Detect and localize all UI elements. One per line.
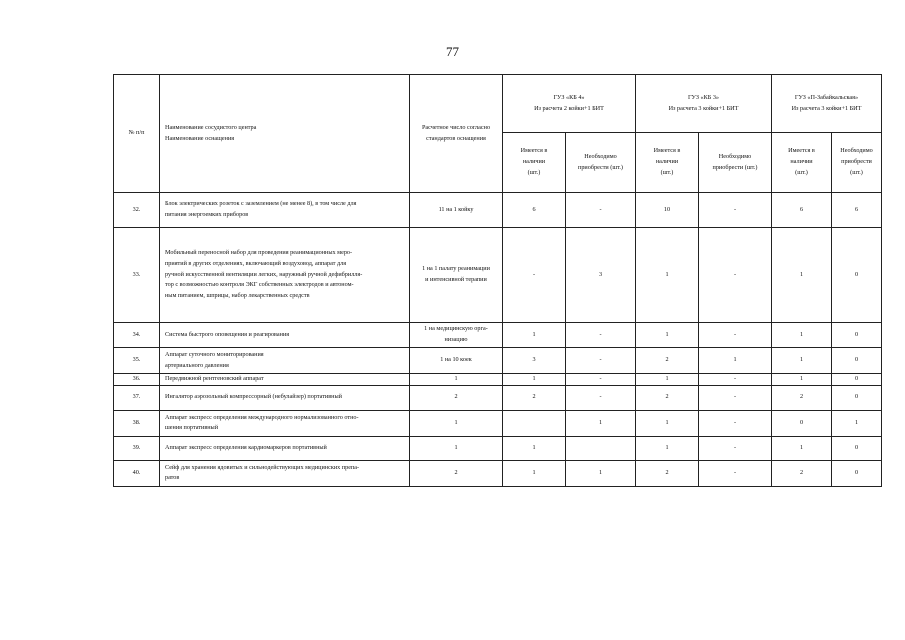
- header-have-kb4: Имеется в наличии (шт.): [503, 133, 566, 193]
- table-row: [114, 436, 882, 460]
- row-standard: 1 на 10 коек: [410, 348, 503, 374]
- header-standard: Расчетное число согласно стандартов оснащения: [410, 75, 503, 193]
- row-standard: 1 на 1 палату реанимации и интенсивной терапии: [410, 228, 503, 323]
- table-row: [114, 374, 882, 386]
- cell-need-kb3: -: [699, 436, 772, 460]
- cell-need-kb4: -: [566, 374, 636, 386]
- cell-have-kb4: [503, 410, 566, 436]
- row-num: 35.: [114, 348, 160, 374]
- cell-have-kb4: 3: [503, 348, 566, 374]
- cell-have-kb3: 2: [636, 385, 699, 410]
- cell-have-kb4: 1: [503, 460, 566, 486]
- cell-have-pzab: 6: [772, 193, 832, 228]
- equipment-table: [113, 74, 882, 487]
- row-standard: 2: [410, 460, 503, 486]
- cell-have-pzab: 1: [772, 436, 832, 460]
- cell-have-kb4: 1: [503, 323, 566, 348]
- cell-need-kb4: [566, 436, 636, 460]
- cell-have-kb4: 1: [503, 374, 566, 386]
- header-need-kb3: Необходимо приобрести (шт.): [699, 133, 772, 193]
- table-row: [114, 460, 882, 486]
- table-row: [114, 193, 882, 228]
- row-name: Аппарат экспресс определения международного нормализованного отно- шения портативный: [160, 410, 410, 436]
- cell-need-pzab: 0: [832, 348, 882, 374]
- cell-need-kb3: -: [699, 410, 772, 436]
- row-standard: 1: [410, 436, 503, 460]
- cell-have-pzab: 1: [772, 374, 832, 386]
- header-group-kb4: ГУЗ «КБ 4» Из расчета 2 койки+1 БИТ: [503, 75, 636, 133]
- cell-have-pzab: 1: [772, 323, 832, 348]
- cell-need-kb4: -: [566, 193, 636, 228]
- header-need-kb4: Необходимо приобрести (шт.): [566, 133, 636, 193]
- row-num: 40.: [114, 460, 160, 486]
- cell-have-kb4: 6: [503, 193, 566, 228]
- row-standard: 11 на 1 койку: [410, 193, 503, 228]
- cell-need-pzab: 0: [832, 228, 882, 323]
- row-num: 36.: [114, 374, 160, 386]
- table-header: [114, 75, 882, 193]
- cell-need-kb3: -: [699, 385, 772, 410]
- cell-have-pzab: 2: [772, 385, 832, 410]
- row-standard: 1: [410, 374, 503, 386]
- cell-need-pzab: 0: [832, 385, 882, 410]
- cell-need-kb3: 1: [699, 348, 772, 374]
- cell-have-pzab: 0: [772, 410, 832, 436]
- cell-have-kb3: 2: [636, 460, 699, 486]
- cell-need-kb3: -: [699, 374, 772, 386]
- header-have-kb3: Имеется в наличии (шт.): [636, 133, 699, 193]
- cell-need-pzab: 0: [832, 436, 882, 460]
- table-row: [114, 228, 882, 323]
- row-num: 39.: [114, 436, 160, 460]
- cell-have-kb3: 1: [636, 228, 699, 323]
- header-name: Наименование сосудистого центра Наименование оснащения: [160, 75, 410, 193]
- header-need-pzab: Необходимо приобрести (шт.): [832, 133, 882, 193]
- cell-need-pzab: 0: [832, 374, 882, 386]
- table-body: [114, 193, 882, 487]
- row-name: Сейф для хранения ядовитых и сильнодействующих медицинских препа- ратов: [160, 460, 410, 486]
- cell-have-pzab: 1: [772, 228, 832, 323]
- cell-need-kb3: -: [699, 193, 772, 228]
- row-name: Аппарат суточного мониторирования артериального давления: [160, 348, 410, 374]
- cell-need-pzab: 6: [832, 193, 882, 228]
- header-num: № п/п: [114, 75, 160, 193]
- cell-need-kb4: 3: [566, 228, 636, 323]
- row-standard: 1 на медицинскую орга- низацию: [410, 323, 503, 348]
- cell-need-kb3: -: [699, 228, 772, 323]
- cell-have-kb3: 1: [636, 436, 699, 460]
- cell-have-kb3: 1: [636, 410, 699, 436]
- cell-need-kb4: 1: [566, 410, 636, 436]
- row-name: Блок электрических розеток с заземлением (не менее 8), в том числе для питания энергоемких приборов: [160, 193, 410, 228]
- header-have-pzab: Имеется в наличии (шт.): [772, 133, 832, 193]
- cell-need-kb4: -: [566, 348, 636, 374]
- row-name: Система быстрого оповещения и реагирования: [160, 323, 410, 348]
- cell-need-kb4: 1: [566, 460, 636, 486]
- cell-need-kb3: -: [699, 460, 772, 486]
- cell-need-pzab: 1: [832, 410, 882, 436]
- row-num: 32.: [114, 193, 160, 228]
- cell-have-kb3: 10: [636, 193, 699, 228]
- row-name: Передвижной рентгеновский аппарат: [160, 374, 410, 386]
- row-num: 34.: [114, 323, 160, 348]
- cell-have-kb4: 1: [503, 436, 566, 460]
- cell-have-pzab: 1: [772, 348, 832, 374]
- cell-have-kb3: 2: [636, 348, 699, 374]
- table-row: [114, 323, 882, 348]
- row-standard: 1: [410, 410, 503, 436]
- cell-need-kb3: -: [699, 323, 772, 348]
- cell-need-kb4: -: [566, 385, 636, 410]
- row-name: Мобильный переносной набор для проведения реанимационных меро- приятий в других отделениях, включающий воздуховод, аппарат для ручной искусственной вентиляции легких, наружный ручной дефибрилля- тор с возможностью контроля ЭКГ собственных электродов и автоном- ным питанием, шприцы, набор лекарственных средств: [160, 228, 410, 323]
- header-group-pzab: ГУЗ «П-Забайкальская» Из расчета 3 койки+1 БИТ: [772, 75, 882, 133]
- cell-have-kb3: 1: [636, 323, 699, 348]
- table-row: [114, 348, 882, 374]
- cell-have-kb4: 2: [503, 385, 566, 410]
- cell-have-kb4: -: [503, 228, 566, 323]
- page-number: 77: [446, 44, 459, 59]
- row-standard: 2: [410, 385, 503, 410]
- row-num: 38.: [114, 410, 160, 436]
- cell-need-pzab: 0: [832, 323, 882, 348]
- cell-need-pzab: 0: [832, 460, 882, 486]
- row-name: Ингалятор аэрозольный компрессорный (небулайзер) портативный: [160, 385, 410, 410]
- row-num: 33.: [114, 228, 160, 323]
- cell-need-kb4: -: [566, 323, 636, 348]
- table-row: [114, 385, 882, 410]
- table-row: [114, 410, 882, 436]
- cell-have-kb3: 1: [636, 374, 699, 386]
- cell-have-pzab: 2: [772, 460, 832, 486]
- row-name: Аппарат экспресс определения кардиомаркеров портативный: [160, 436, 410, 460]
- row-num: 37.: [114, 385, 160, 410]
- header-group-kb3: ГУЗ «КБ 3» Из расчета 3 койки+1 БИТ: [636, 75, 772, 133]
